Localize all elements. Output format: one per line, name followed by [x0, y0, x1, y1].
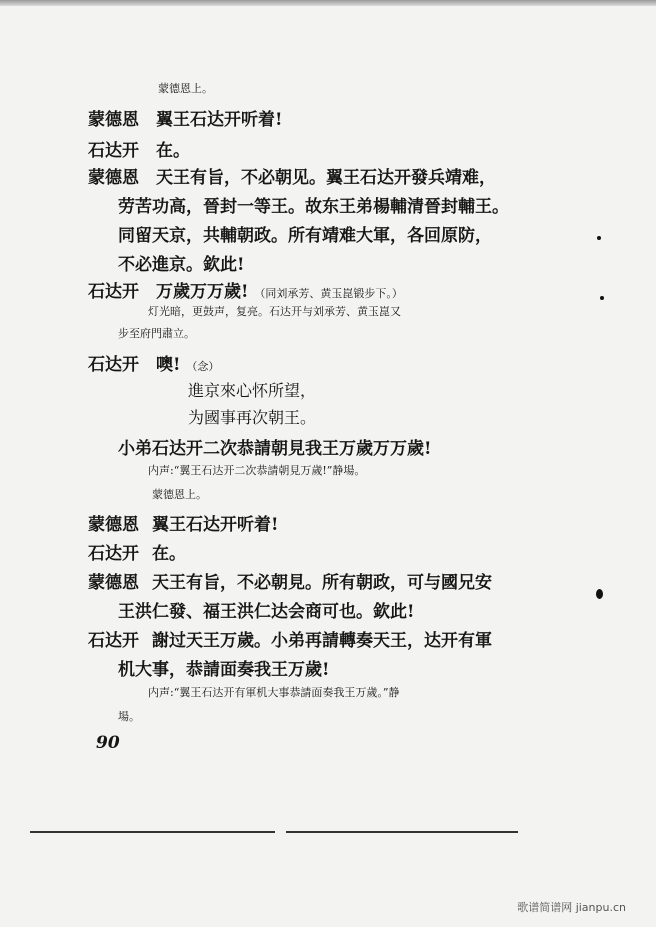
speaker-name: 蒙德恩	[88, 515, 139, 535]
speaker-name: 蒙德恩	[88, 573, 139, 593]
stage-direction: 步至府門肅立。	[118, 327, 195, 340]
speaker-name: 石达开	[88, 141, 139, 161]
speaker-name: 石达开	[88, 631, 139, 651]
dialogue-text: 天王有旨，不必朝見。所有朝政，可与國兄安	[152, 573, 492, 593]
dialogue-text	[156, 277, 403, 302]
speaker-name: 蒙德恩	[88, 168, 139, 188]
dialogue-text: 同留天京，共輔朝政。所有靖难大軍，各回原防，	[118, 226, 492, 246]
scan-speck	[600, 296, 604, 300]
dialogue-text: 天王有旨，不必朝见。翼王石达开發兵靖难，	[156, 168, 496, 188]
watermark: 歌谱简谱网 jianpu.cn	[517, 901, 626, 914]
dialogue-text: 王洪仁發、福王洪仁达会商可也。欽此!	[118, 602, 415, 622]
speaker-name: 石达开	[88, 355, 139, 375]
stage-direction: 灯光暗，更鼓声，复亮。石达开与刘承芳、黄玉崑又	[148, 305, 401, 318]
verse-line: 進京來心怀所望，	[188, 381, 317, 400]
speaker-name: 石达开	[88, 544, 139, 564]
scan-speck	[597, 236, 601, 240]
stage-direction: 蒙德恩上。	[158, 82, 213, 95]
dialogue-words: 万歲万万歲!	[156, 282, 249, 302]
top-scan-edge	[0, 0, 656, 6]
dialogue-text: 机大事，恭請面奏我王万歲!	[118, 660, 330, 680]
stage-direction: 内声:“翼王石达开有軍机大事恭請面奏我王万歲。”静	[148, 686, 400, 699]
bottom-rule	[286, 831, 518, 833]
scan-speck	[596, 589, 603, 599]
stage-direction: 蒙德恩上。	[152, 488, 207, 501]
page-number: 90	[96, 733, 120, 753]
stage-direction: 内声:“翼王石达开二次恭請朝見万歲!”静場。	[148, 464, 366, 477]
dialogue-words: 噢!	[156, 355, 181, 375]
dialogue-text: 翼王石达开听着!	[152, 515, 279, 535]
verse-line: 为國事再次朝王。	[188, 408, 317, 427]
dialogue-text: 謝过天王万歲。小弟再請轉奏天王，达开有軍	[152, 631, 492, 651]
dialogue-text: 小弟石达开二次恭請朝見我王万歲万万歲!	[118, 439, 432, 459]
dialogue-text: 在。	[152, 544, 186, 564]
speaker-name: 石达开	[88, 282, 139, 302]
dialogue-text: 翼王石达开听着!	[156, 110, 283, 130]
dialogue-text: 劳苦功高，晉封一等王。故东王弟楊輔清晉封輔王。	[118, 197, 509, 217]
stage-note: （同刘承芳、黄玉崑锻步下。）	[254, 287, 403, 300]
stage-direction: 場。	[118, 710, 140, 723]
dialogue-text	[156, 350, 219, 375]
bottom-rule	[30, 831, 275, 833]
stage-note: （念）	[186, 360, 220, 373]
speaker-name: 蒙德恩	[88, 110, 139, 130]
dialogue-text: 不必進京。欽此!	[118, 255, 245, 275]
dialogue-text: 在。	[156, 141, 190, 161]
